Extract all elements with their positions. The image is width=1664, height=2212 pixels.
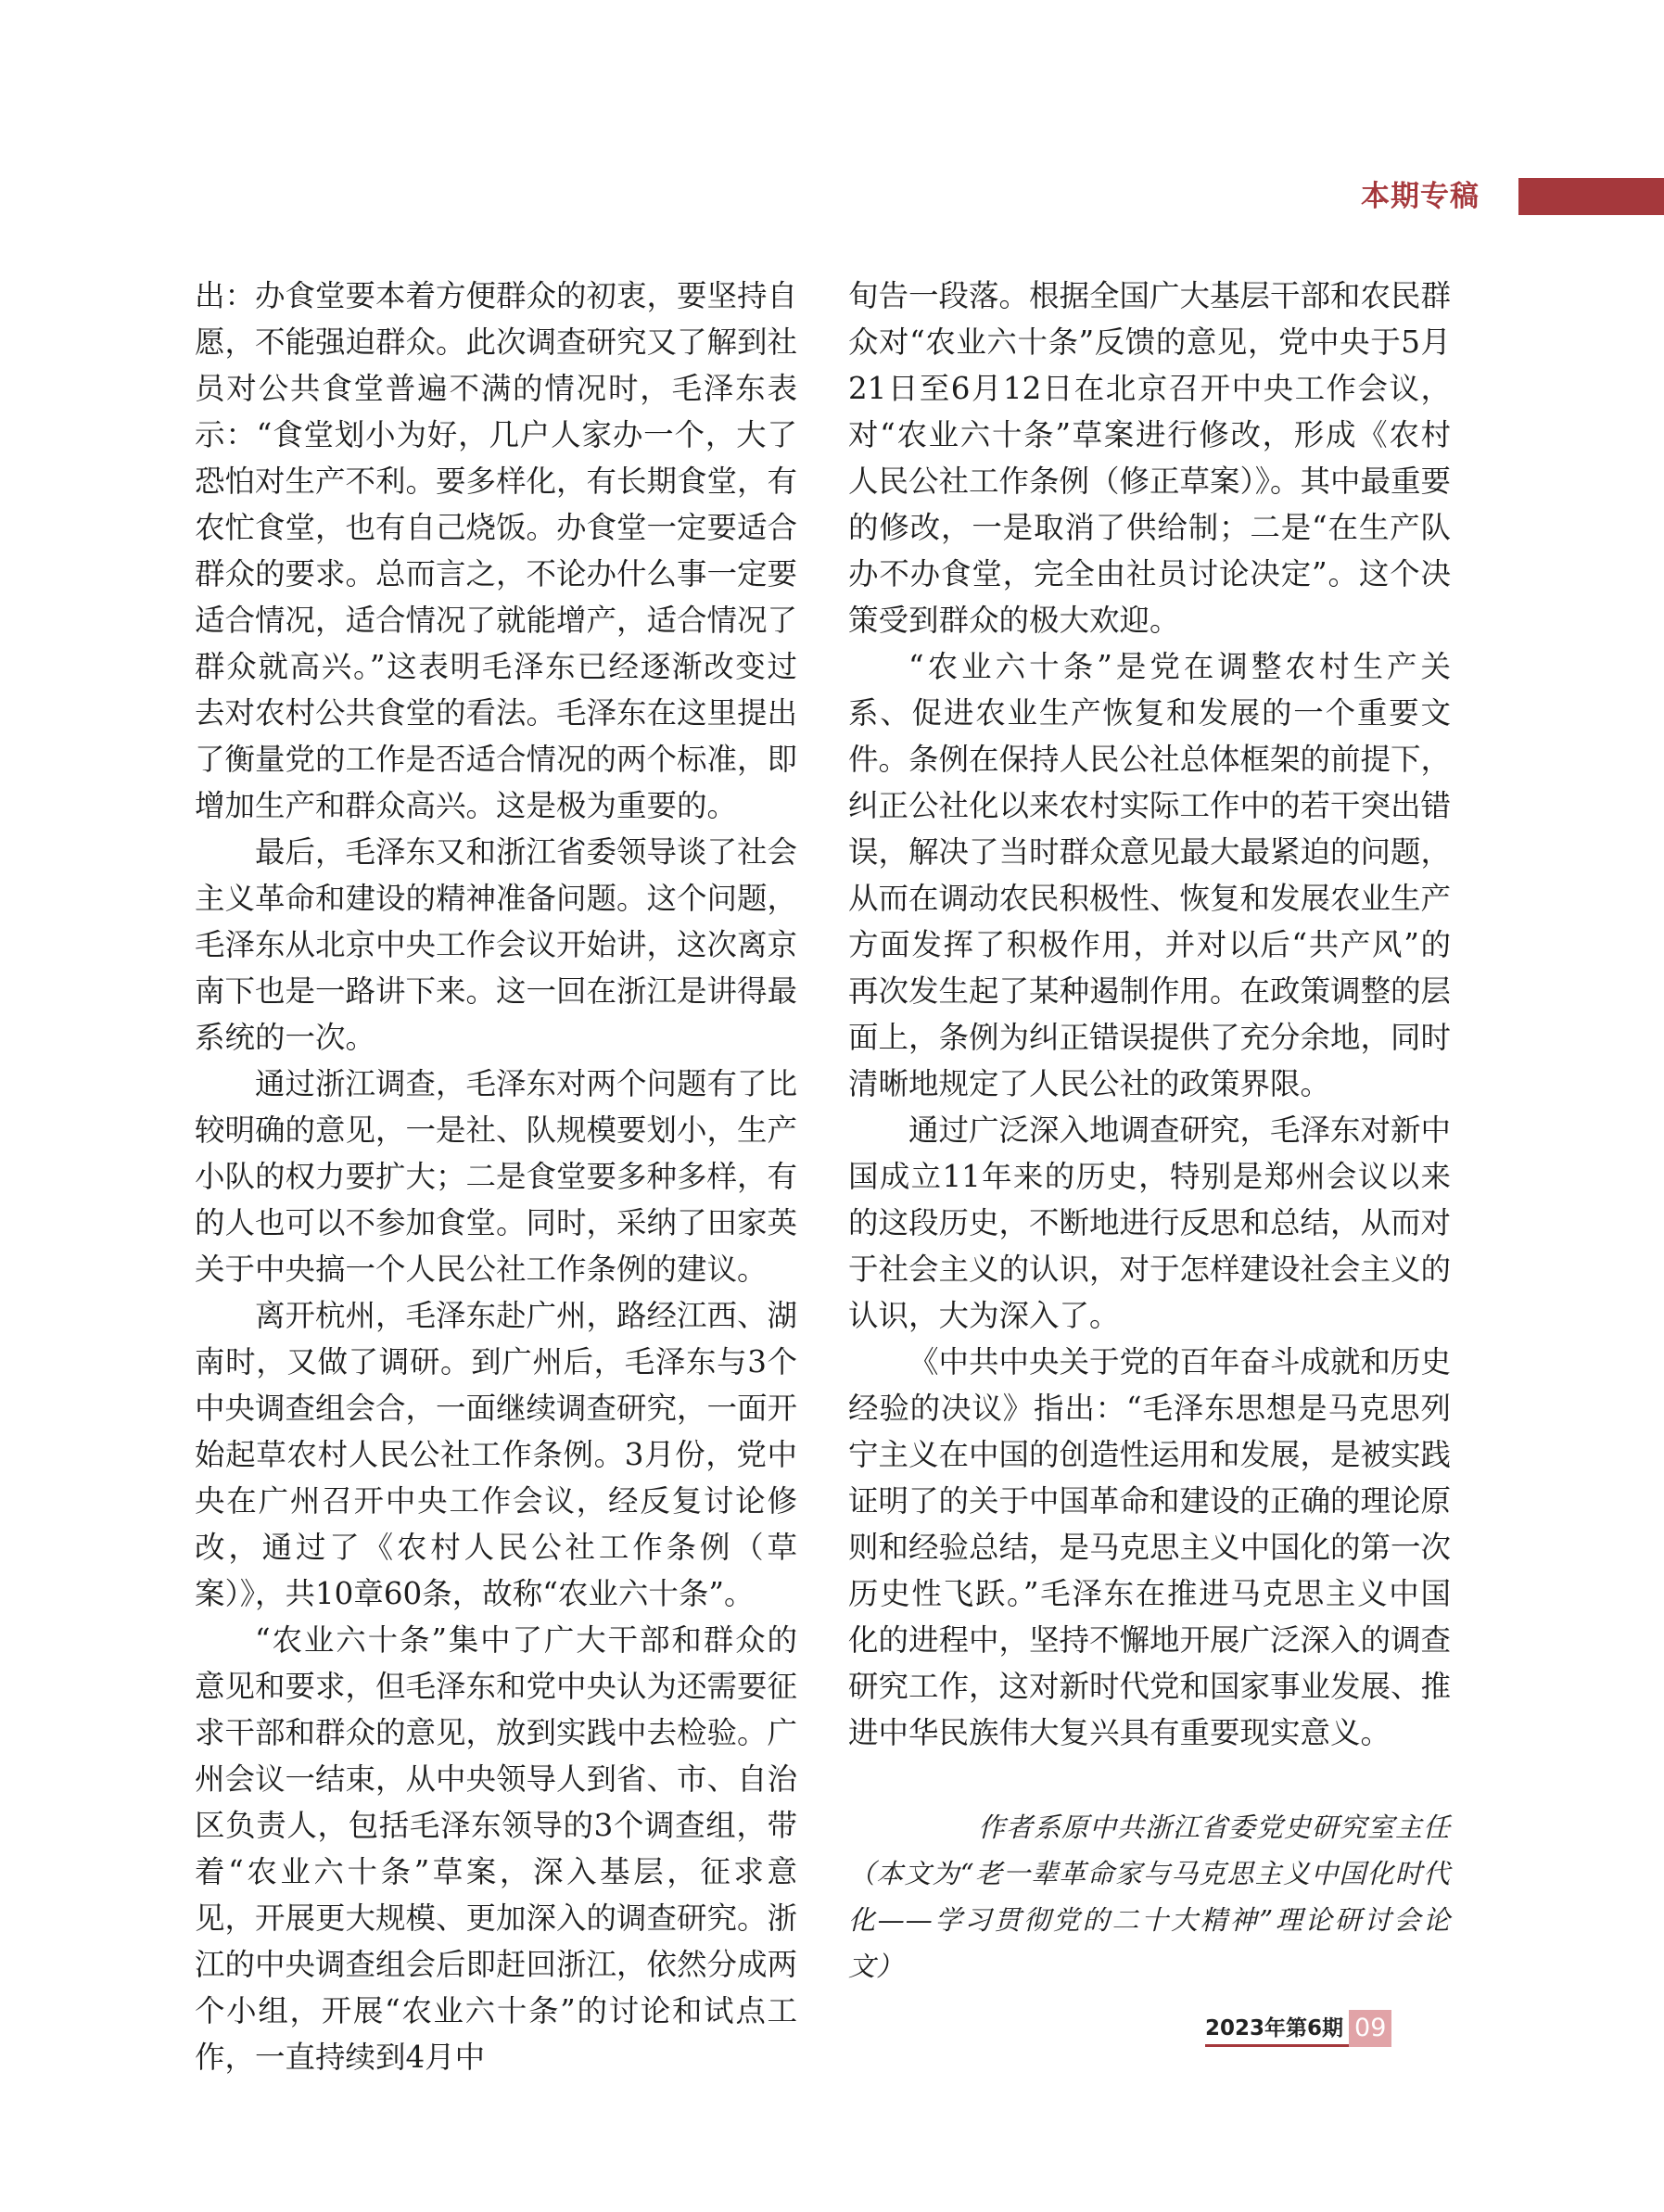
article-note: （本文为“老一辈革命家与马克思主义中国化时代化——学习贯彻党的二十大精神”理论研讨会论文） — [848, 1858, 1451, 1982]
issue-label: 2023年第6期 — [1205, 2011, 1349, 2047]
page-number: 09 — [1349, 2010, 1391, 2047]
paragraph: “农业六十条”是党在调整农村生产关系、促进农业生产恢复和发展的一个重要文件。条例在保持人民公社总体框架的前提下，纠正公社化以来农村实际工作中的若干突出错误，解决了当时群众意见最大最紧迫的问题，从而在调动农民积极性、恢复和发展农业生产方面发挥了积极作用，并对以后“共产风”的再次发生起了某种遏制作用。在政策调整的层面上，条例为纠正错误提供了充分余地，同时清晰地规定了人民公社的政策界限。 — [848, 649, 1452, 1101]
paragraph: 离开杭州，毛泽东赴广州，路经江西、湖南时，又做了调研。到广州后，毛泽东与3个中央调查组会合，一面继续调查研究，一面开始起草农村人民公社工作条例。3月份，党中央在广州召开中央工作会议，经反复讨论修改，通过了《农村人民公社工作条例（草案）》，共10章60条，故称“农业六十条”。 — [195, 1298, 798, 1611]
paragraph: “农业六十条”集中了广大干部和群众的意见和要求，但毛泽东和党中央认为还需要征求干部和群众的意见，放到实践中去检验。广州会议一结束，从中央领导人到省、市、自治区负责人，包括毛泽东领导的3个调查组，带着“农业六十条”草案，深入基层，征求意见，开展更大规模、更加深入的调查研究。浙江的中央调查组会后即赶回浙江，依然分成两个小组，开展“农业六十条”的讨论和试点工作，一直持续到4月中 — [195, 1622, 798, 2075]
paragraph: 出：办食堂要本着方便群众的初衷，要坚持自愿，不能强迫群众。此次调查研究又了解到社员对公共食堂普遍不满的情况时，毛泽东表示：“食堂划小为好，几户人家办一个，大了恐怕对生产不利。要多样化，有长期食堂，有农忙食堂，也有自己烧饭。办食堂一定要适合群众的要求。总而言之，不论办什么事一定要适合情况，适合情况了就能增产，适合情况了群众就高兴。”这表明毛泽东已经逐渐改变过去对农村公共食堂的看法。毛泽东在这里提出了衡量党的工作是否适合情况的两个标准，即增加生产和群众高兴。这是极为重要的。 — [195, 278, 798, 823]
paragraph: 旬告一段落。根据全国广大基层干部和农民群众对“农业六十条”反馈的意见，党中央于5月21日至6月12日在北京召开中央工作会议，对“农业六十条”草案进行修改，形成《农村人民公社工作条例（修正草案）》。其中最重要的修改，一是取消了供给制；二是“在生产队办不办食堂，完全由社员讨论决定”。这个决策受到群众的极大欢迎。 — [848, 278, 1452, 638]
page-footer — [1205, 2008, 1391, 2047]
paragraph: 通过浙江调查，毛泽东对两个问题有了比较明确的意见，一是社、队规模要划小，生产小队的权力要扩大；二是食堂要多种多样，有的人也可以不参加食堂。同时，采纳了田家英关于中央搞一个人民公社工作条例的建议。 — [195, 1066, 798, 1287]
left-column — [195, 273, 797, 2080]
paragraph: 通过广泛深入地调查研究，毛泽东对新中国成立11年来的历史，特别是郑州会议以来的这段历史，不断地进行反思和总结，从而对于社会主义的认识，对于怎样建设社会主义的认识，大为深入了。 — [848, 1112, 1452, 1333]
right-column — [848, 273, 1451, 1990]
author-line: 作者系原中共浙江省委党史研究室主任 — [977, 1812, 1451, 1843]
paragraph: 最后，毛泽东又和浙江省委领导谈了社会主义革命和建设的精神准备问题。这个问题，毛泽东从北京中央工作会议开始讲，这次离京南下也是一路讲下来。这一回在浙江是讲得最系统的一次。 — [195, 834, 798, 1055]
section-label: 本期专稿 — [1361, 180, 1480, 213]
paragraph: 《中共中央关于党的百年奋斗成就和历史经验的决议》指出：“毛泽东思想是马克思列宁主义在中国的创造性运用和发展，是被实践证明了的关于中国革命和建设的正确的理论原则和经验总结，是马克思主义中国化的第一次历史性飞跃。”毛泽东在推进马克思主义中国化的进程中，坚持不懈地开展广泛深入的调查研究工作，这对新时代党和国家事业发展、推进中华民族伟大复兴具有重要现实意义。 — [848, 1344, 1452, 1750]
section-color-bar — [1518, 178, 1664, 215]
author-signature — [848, 1804, 1451, 1990]
